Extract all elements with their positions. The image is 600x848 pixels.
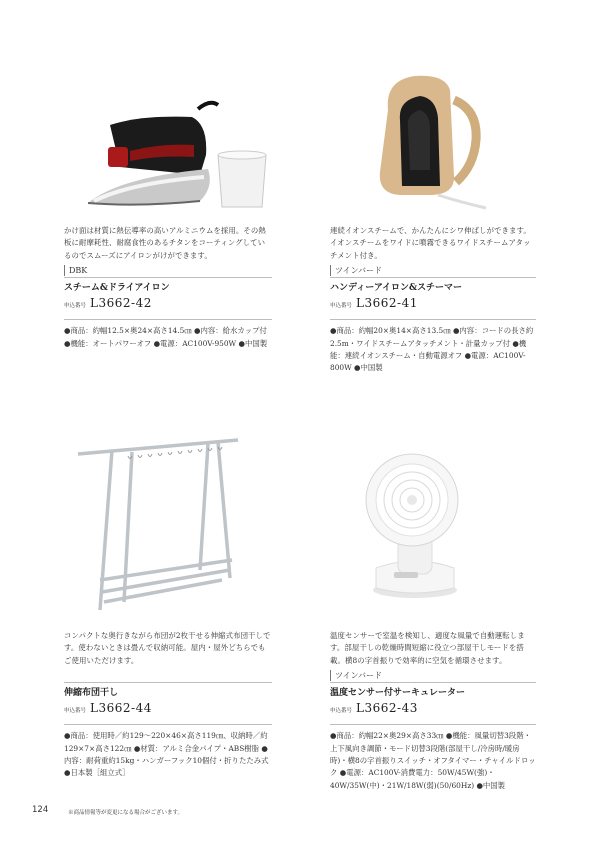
product-spec: ●商品：約幅22×奥29×高さ33㎝ ●機能：風量切替3段階・上下風向き調節・モード切替3段階(部屋干し/冷房時/暖房時)・横8の字首振りスイッチ・オフタイマー・チャイルドロック ●電源：AC100V-消費電力：50W/45W(強)・40W/35W(中)・21W/18W(弱)(50/60Hz) ●中国製 (330, 731, 536, 790)
product-description: 連続イオンスチームで、かんたんにシワ伸ばしができます。イオンスチームをワイドに噴霧できるワイドスチームアタッチメント付き。 (330, 226, 531, 260)
brand-row (330, 671, 536, 683)
product-handy-iron (330, 225, 536, 375)
brand-name: ツインバード (330, 265, 382, 276)
product-spec: ●商品：使用時／約129〜220×46×高さ119㎝、収納時／約129×7×高さ122㎝ ●材質：アルミ合金パイプ・ABS樹脂 ●内容：耐荷重約15kg・ハンガーフック10個付・折りたたみ式 ●日本製［組立式］ (64, 731, 269, 778)
order-code-row (330, 296, 536, 312)
spec-divider (330, 319, 536, 320)
product-description: コンパクトな奥行きながら布団が2枚干せる伸縮式布団干しです。使わないときは畳んで収納可能。屋内・屋外どちらでもご使用いただけます。 (64, 631, 271, 665)
product-steam-iron (64, 225, 272, 350)
brand-row (330, 266, 536, 278)
product-name: 伸縮布団干し (64, 688, 119, 699)
product-description: かけ面は材質に熱伝導率の高いアルミニウムを採用。その熱板に耐摩耗性、耐腐食性のあるチタンをコーティングしているのでスムーズにアイロンがけができます。 (64, 226, 266, 260)
footnote: ※商品情報等が変更になる場合がございます。 (68, 810, 184, 816)
product-name: 温度センサー付サーキュレーター (330, 688, 466, 699)
order-code-label: 申込番号 (64, 708, 87, 715)
order-code: L3662-44 (90, 701, 152, 716)
order-code: L3662-42 (90, 296, 152, 311)
page-number: 124 (32, 805, 49, 815)
order-code-label: 申込番号 (64, 303, 87, 310)
order-code-label: 申込番号 (330, 303, 353, 310)
product-name: ハンディーアイロン&スチーマー (330, 283, 462, 294)
spec-divider (330, 724, 536, 725)
futon-rack-image (72, 430, 242, 615)
order-code-label: 申込番号 (330, 708, 353, 715)
brand-name: DBK (64, 265, 87, 276)
spec-divider (64, 724, 272, 725)
order-code: L3662-41 (356, 296, 418, 311)
brand-row (64, 671, 272, 683)
brand-name: ツインバード (330, 670, 382, 681)
circulator-fan-image (360, 450, 470, 600)
order-code: L3662-43 (356, 701, 418, 716)
order-code-row (64, 701, 272, 717)
product-description: 温度センサーで室温を検知し、適度な風量で自動運転します。部屋干しの乾燥時間短縮に役立つ部屋干しモードを搭載。横8の字首振りで効率的に空気を循環させます。 (330, 631, 525, 665)
product-spec: ●商品：約幅12.5×奥24×高さ14.5㎝ ●内容：給水カップ付 ●機能：オートパワーオフ ●電源：AC100V-950W ●中国製 (64, 326, 268, 348)
product-circulator (330, 630, 536, 792)
product-name: スチーム&ドライアイロン (64, 283, 170, 294)
handy-iron-steamer-image (370, 70, 490, 215)
spec-divider (64, 319, 272, 320)
product-spec: ●商品：約幅20×奥14×高さ13.5㎝ ●内容：コードの長さ約2.5m・ワイドスチームアタッチメント・計量カップ付 ●機能：連続イオンスチーム・自動電源オフ ●電源：AC100V-800W ●中国製 (330, 326, 534, 373)
product-futon-rack (64, 630, 272, 780)
steam-iron-image (80, 95, 270, 215)
order-code-row (330, 701, 536, 717)
brand-row (64, 266, 272, 278)
order-code-row (64, 296, 272, 312)
